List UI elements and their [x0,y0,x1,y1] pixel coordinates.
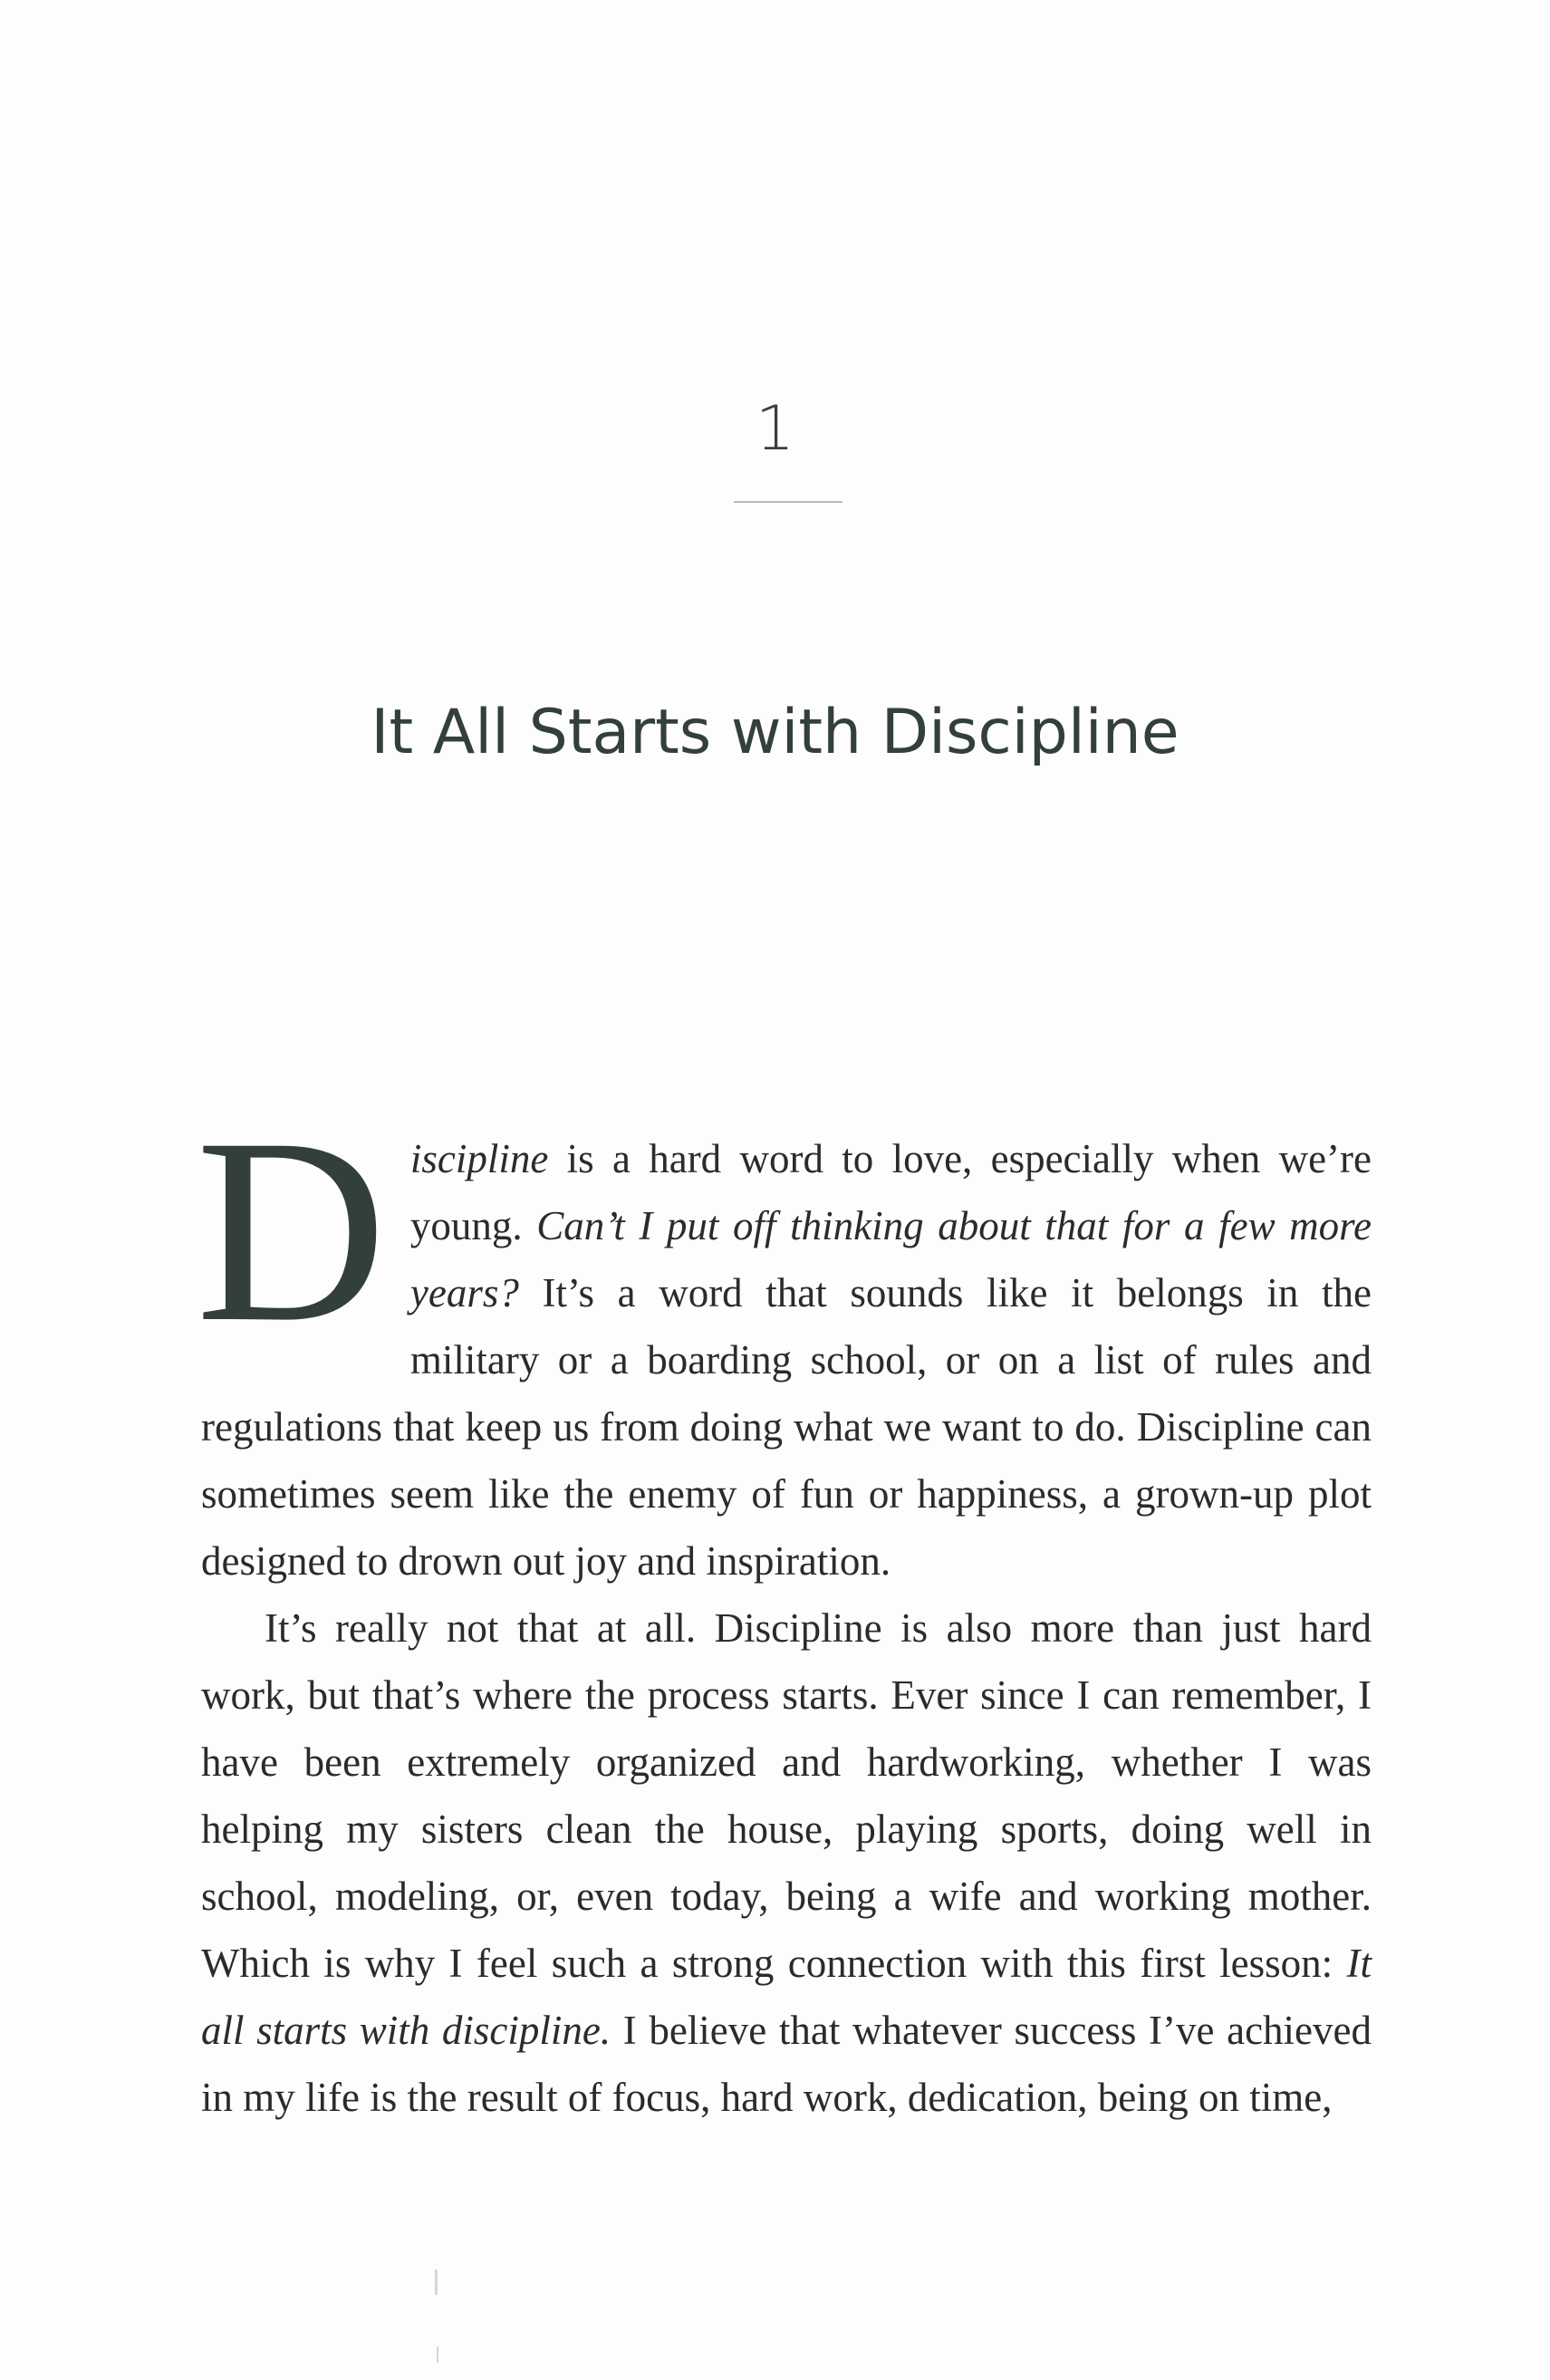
italic-word: iscipline [409,1136,549,1181]
italic-question: Can’t I put off thinking about that for a few more years? [409,1203,1372,1315]
scan-mark [437,2346,438,2363]
paragraph-2 [201,1595,1372,2131]
drop-cap: D [196,1084,387,1377]
paragraph-1-text-b: It’s a word that sounds like it belongs in the military or a boarding school, or on a list of rules and regulations that keep us from doing what we want to do. Discipline can sometimes seem like the enemy of fun or happiness, a grown-up plot designed to drown out joy and inspiration. [201,1270,1372,1584]
chapter-title: It All Starts with Discipline [371,696,1179,768]
scan-mark [435,2269,438,2295]
chapter-divider [734,501,842,503]
paragraph-2-text-a: It’s really not that at all. Discipline is also more than just hard work, but that’s where the process starts. Ever since I can remember, I have been extremely organized and hardworking, whether I was helping my sisters clean the house, playing sports, doing well in school, modeling, or, even today, being a wife and working mother. Which is why I feel such a strong connection with this first lesson: [201,1605,1372,1986]
paragraph-1-text-a: is a hard word to love, especially when we’re young. [409,1136,1372,1248]
italic-lesson: It all starts with discipline. [201,1941,1372,2053]
paragraph-1 [196,1084,1372,1595]
paragraph-2-text-b: I believe that whatever success I’ve achieved in my life is the result of focus, hard work, dedication, being on time, [201,2008,1372,2120]
chapter-body [196,1084,1372,2131]
chapter-number: 1 [755,393,795,465]
